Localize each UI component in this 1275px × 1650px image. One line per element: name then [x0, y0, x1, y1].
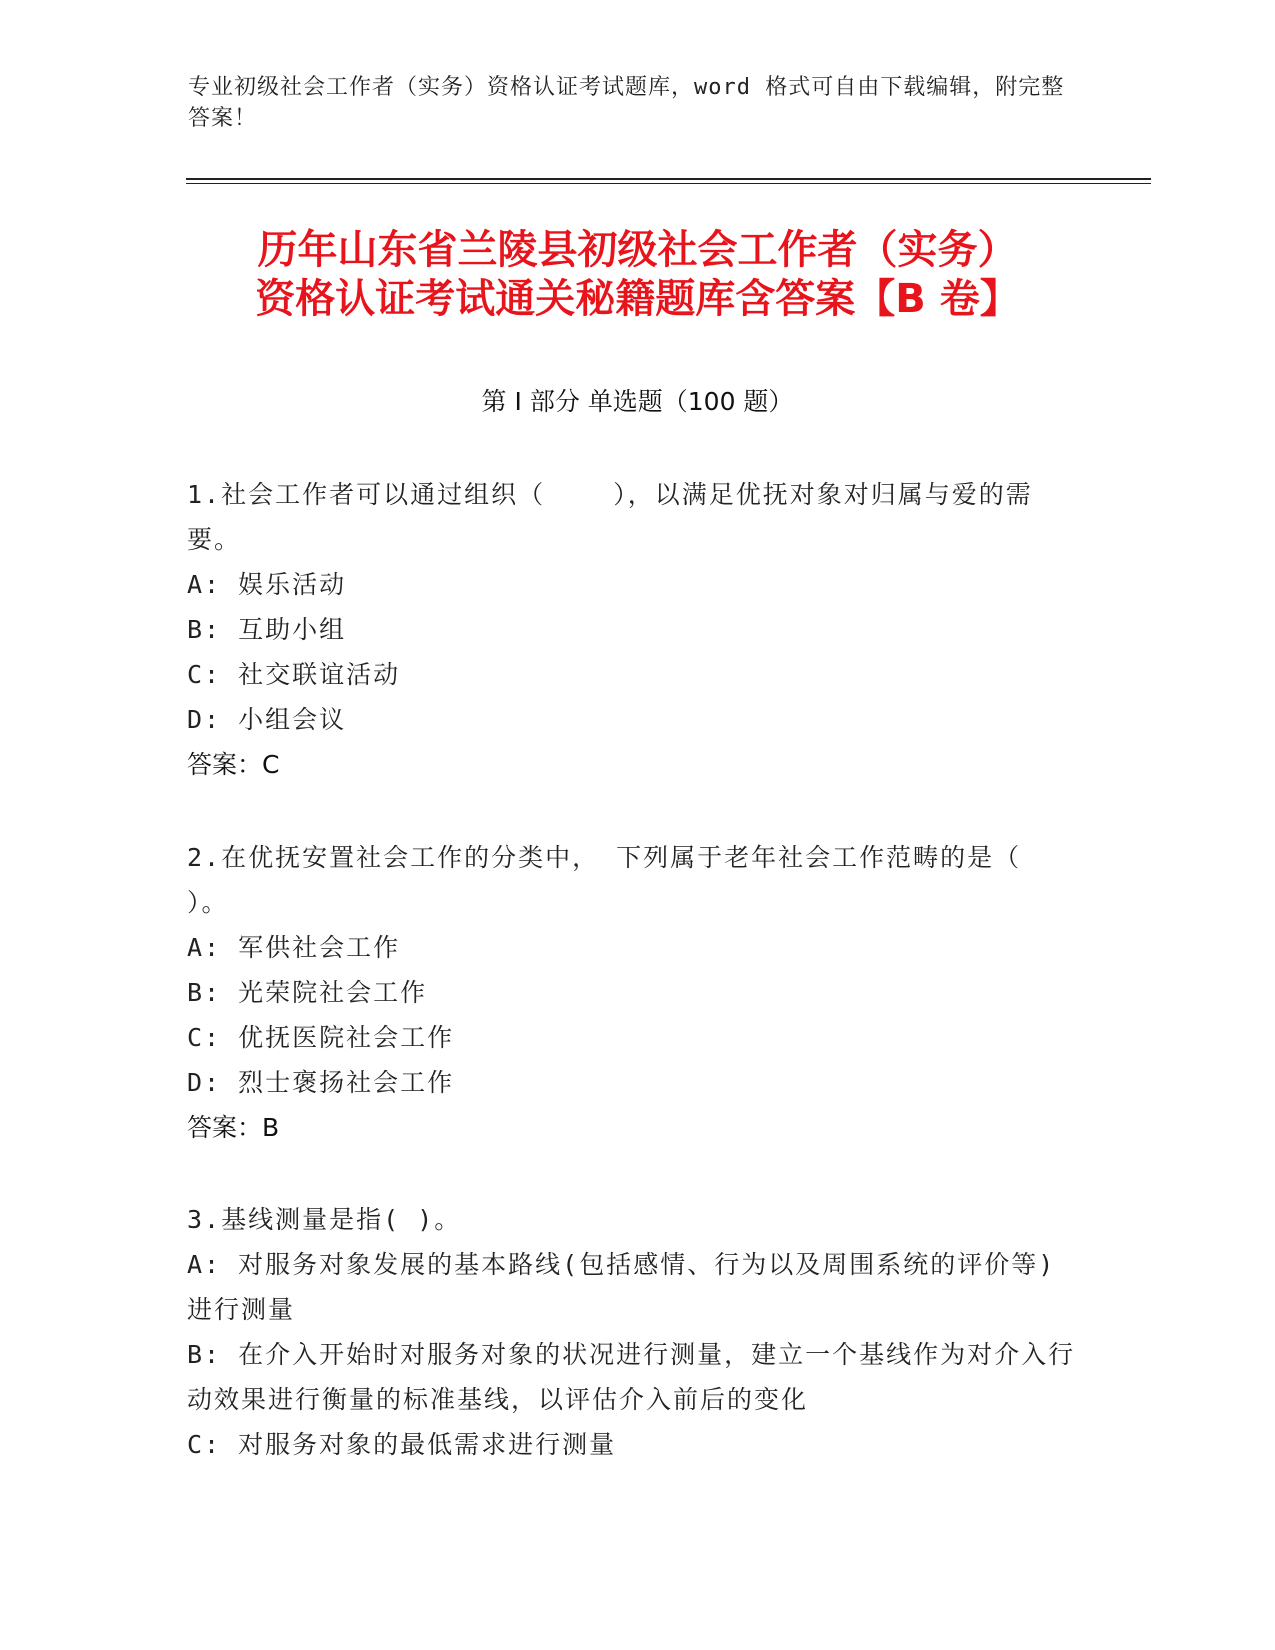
option-c: C: 社交联谊活动 — [187, 660, 401, 689]
header-rule-thick — [186, 178, 1151, 180]
question-stem: 2.在优抚安置社会工作的分类中， 下列属于老年社会工作范畴的是（ ）。 — [187, 843, 1039, 917]
option-a: A: 对服务对象发展的基本路线(包括感情、行为以及周围系统的评价等)进行测量 — [187, 1250, 1056, 1324]
title-line-2: 资格认证考试通关秘籍题库含答案【B 卷】 — [255, 276, 1020, 322]
option-d: D: 烈士褒扬社会工作 — [187, 1068, 455, 1097]
document-title — [140, 226, 1135, 324]
option-b: B: 互助小组 — [187, 615, 347, 644]
option-b: B: 光荣院社会工作 — [187, 978, 428, 1007]
question-block — [187, 472, 1077, 787]
question-stem: 1.社会工作者可以通过组织（ ），以满足优抚对象对归属与爱的需要。 — [187, 480, 1033, 554]
answer-label: 答案：C — [187, 750, 280, 779]
answer-label: 答案：B — [187, 1113, 280, 1142]
question-stem: 3.基线测量是指( )。 — [187, 1205, 462, 1234]
title-line-1: 历年山东省兰陵县初级社会工作者（实务） — [257, 227, 1018, 273]
question-block — [187, 835, 1077, 1150]
question-block — [187, 1197, 1077, 1467]
option-b: B: 在介入开始时对服务对象的状况进行测量，建立一个基线作为对介入行动效果进行衡量的标准基线，以评估介入前后的变化 — [187, 1340, 1076, 1414]
option-c: C: 优抚医院社会工作 — [187, 1023, 455, 1052]
header-rule-thin — [186, 183, 1151, 184]
option-c: C: 对服务对象的最低需求进行测量 — [187, 1430, 617, 1459]
header-note: 专业初级社会工作者（实务）资格认证考试题库，word 格式可自由下载编辑，附完整答案！ — [188, 75, 1065, 131]
option-a: A: 娱乐活动 — [187, 570, 347, 599]
option-d: D: 小组会议 — [187, 705, 347, 734]
section-heading: 第 I 部分 单选题（100 题） — [481, 387, 794, 416]
option-a: A: 军供社会工作 — [187, 933, 401, 962]
